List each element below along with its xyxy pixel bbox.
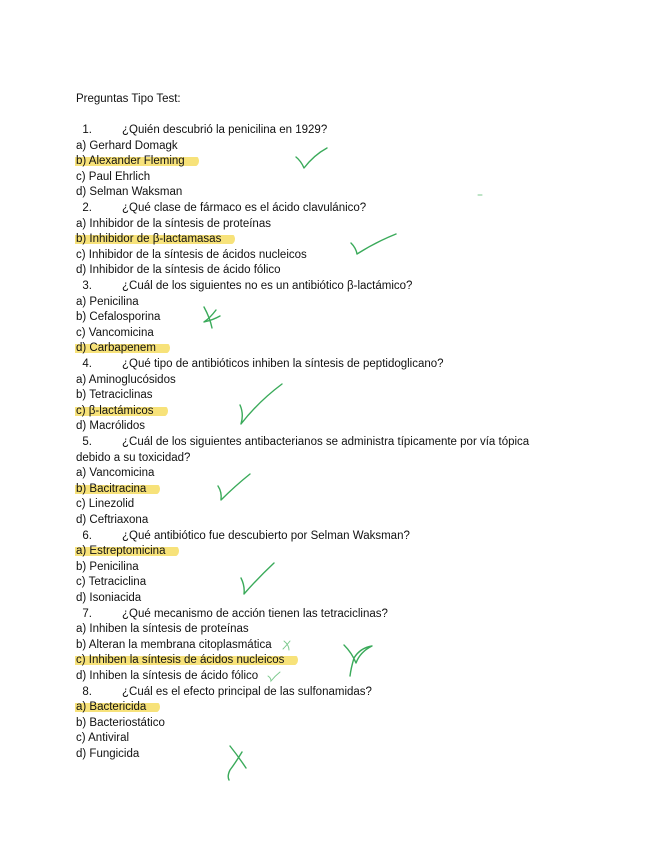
highlighted-answer: c) β-lactámicos [75,405,168,417]
answer-label: a) Gerhard Domagk [76,139,178,152]
answer-label: c) Tetraciclina [76,576,147,589]
question-text: ¿Qué mecanismo de acción tienen las tetraciclinas? [122,607,388,620]
answer-option [76,311,160,323]
answer-label: c) Inhibidor de la síntesis de ácidos nucleicos [76,248,307,261]
answer-option [76,576,146,588]
question-number: 2. [82,202,92,214]
question-number: 4. [82,358,92,370]
small-check-q7d [268,672,280,681]
answer-option [76,732,129,744]
answer-label: a) Penicilina [76,295,139,308]
check-mark-q2 [351,234,396,254]
question-1 [76,124,327,136]
question-number: 8. [82,685,92,698]
question-text: ¿Cuál es el efecto principal de las sulfonamidas? [122,685,372,698]
answer-option [76,483,160,495]
answer-label: c) Paul Ehrlich [76,170,151,183]
answer-option [76,171,150,183]
question-number: 7. [82,607,92,620]
answer-option [76,327,154,339]
check-mark-q6 [241,563,274,594]
answer-label: b) Alteran la membrana citoplasmática [76,638,272,651]
cross-mark-q7 [344,645,372,676]
answer-label: c) Linezolid [76,498,135,511]
question-5 [76,436,529,448]
question-text: ¿Qué antibiótico fue descubierto por Selman Waksman? [122,529,410,542]
highlighted-answer: d) Carbapenem [75,342,170,354]
answer-label: c) Vancomicina [76,326,154,339]
highlighted-answer: a) Bactericida [75,701,160,713]
question-3 [76,280,412,292]
answer-label: a) Inhibidor de la síntesis de proteínas [76,217,271,230]
answer-option [76,140,178,152]
question-text: ¿Qué tipo de antibióticos inhiben la síntesis de peptidoglicano? [122,358,444,370]
question-text: ¿Qué clase de fármaco es el ácido clavulánico? [122,202,367,214]
cross-mark-q8 [228,746,246,780]
answer-label: c) Antiviral [76,732,130,745]
check-mark-q1 [296,148,327,168]
page-title: Preguntas Tipo Test: [76,93,181,105]
answer-option [76,670,258,682]
answer-option [76,701,160,713]
answer-option [76,218,271,230]
highlighted-answer: b) Inhibidor de β-lactamasas [75,233,235,245]
answer-option [76,514,148,526]
answer-label: b) Bacteriostático [76,716,165,729]
answer-label: d) Fungicida [76,748,140,760]
answer-option [76,467,154,479]
answer-option [76,717,165,729]
highlighted-answer: c) Inhiben la síntesis de ácidos nucleicos [75,654,298,666]
answer-option [76,592,141,604]
answer-option [76,748,139,760]
question-text: ¿Quién descubrió la penicilina en 1929? [122,124,328,136]
answer-option [76,233,235,245]
answer-option [76,155,199,167]
highlighted-answer: a) Estreptomicina [75,545,179,557]
answer-label: d) Inhibidor de la síntesis de ácido fólico [76,264,281,277]
answer-label: a) Inhiben la síntesis de proteínas [76,623,249,636]
question-2 [76,202,366,214]
check-mark-q4 [240,384,282,424]
answer-option [76,639,272,651]
question-number: 6. [82,529,92,542]
question-number: 5. [82,436,92,448]
answer-option [76,420,145,432]
question-number: 1. [82,124,92,136]
answer-option [76,654,298,666]
question-text: ¿Cuál de los siguientes no es un antibiótico β-lactámico? [122,280,413,292]
answer-option [76,342,170,354]
answer-label: d) Isoniacida [76,592,142,604]
answer-option [76,623,249,635]
answer-label: a) Vancomicina [76,467,155,480]
small-cross-q7b [283,641,290,650]
question-7 [76,608,388,620]
check-mark-q5 [218,474,250,500]
answer-option [76,498,134,510]
highlighted-answer: b) Bacitracina [75,483,160,495]
answer-label: b) Penicilina [76,560,139,573]
answer-option [76,561,139,573]
answer-label: b) Tetraciclinas [76,389,153,402]
answer-option [76,389,153,401]
answer-label: d) Ceftriaxona [76,514,149,526]
answer-option [76,264,281,276]
question-text: ¿Cuál de los siguientes antibacterianos se administra típicamente por vía tópica [122,436,530,448]
answer-option [76,186,182,198]
question-text-continuation: debido a su toxicidad? [76,451,191,464]
answer-label: d) Inhiben la síntesis de ácido fólico [76,670,259,682]
answer-option [76,249,307,261]
highlighted-answer: b) Alexander Fleming [75,155,199,167]
answer-label: a) Aminoglucósidos [76,373,176,386]
answer-option [76,545,179,557]
question-4 [76,358,444,370]
question-6 [76,530,410,542]
cross-mark-q3 [204,307,220,328]
answer-label: b) Cefalosporina [76,311,161,324]
question-number: 3. [82,280,92,292]
answer-option [76,374,176,386]
answer-label: d) Macrólidos [76,420,146,433]
answer-option [76,296,139,308]
question-8 [76,686,372,698]
answer-label: d) Selman Waksman [76,186,183,199]
answer-option [76,405,168,417]
